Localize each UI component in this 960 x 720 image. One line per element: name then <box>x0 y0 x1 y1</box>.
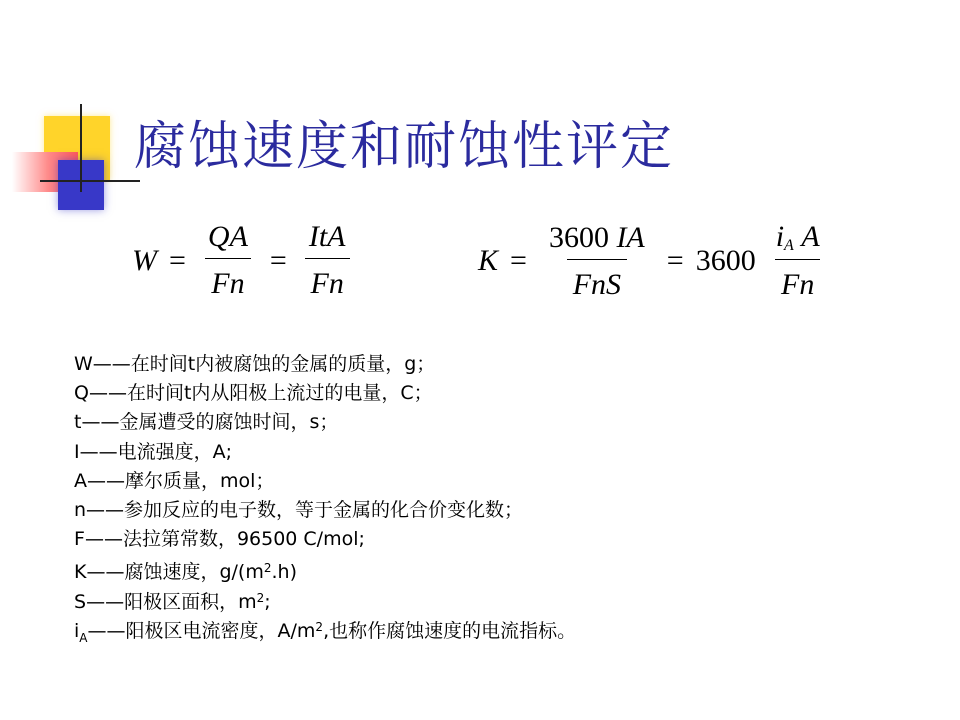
formula-k-eq1: = <box>510 244 527 277</box>
formula-w-frac1-numerator: QA <box>207 220 248 253</box>
symbol: Q <box>74 382 89 405</box>
formula-w-eq1: = <box>169 243 186 277</box>
symbol: W <box>74 353 93 375</box>
definition-text: 摩尔质量，mol； <box>125 469 275 492</box>
definition-text: 电流强度，A; <box>117 440 233 463</box>
formula-k-frac2-num-sub: A <box>784 237 794 254</box>
superscript: 2 <box>256 590 265 605</box>
symbol: i <box>74 619 80 642</box>
dash: —— <box>86 561 125 584</box>
definition-ia <box>74 613 577 645</box>
dash: —— <box>86 498 125 521</box>
subscript: A <box>79 630 88 645</box>
definition-a <box>74 467 576 496</box>
dash: —— <box>87 469 125 492</box>
formula-k-frac1-numerator <box>543 221 651 259</box>
formula-k-frac2-numerator <box>770 220 826 259</box>
formula-w-frac2-numerator: ItA <box>308 220 346 253</box>
symbol: F <box>74 528 85 551</box>
decor-vertical-line <box>80 104 82 192</box>
definition-f <box>74 525 576 554</box>
formula-k-frac1-num-const: 3600 <box>548 220 609 254</box>
definition-t <box>74 408 576 437</box>
definition-text: 腐蚀速度，g/(m <box>124 561 264 584</box>
dash: —— <box>79 440 118 463</box>
dash: —— <box>87 619 126 642</box>
dash: —— <box>92 353 131 375</box>
formula-w-frac1-denominator: Fn <box>205 258 250 301</box>
definition-n <box>74 496 576 525</box>
dash: —— <box>88 382 127 405</box>
definition-q <box>74 379 576 408</box>
definition-text: 在时间t内从阳极上流过的电量，C； <box>126 382 433 405</box>
symbol: n <box>74 498 87 521</box>
formula-w-frac2-denominator: Fn <box>305 258 350 301</box>
dash: —— <box>81 411 120 434</box>
superscript: 2 <box>315 619 324 634</box>
superscript: 2 <box>263 561 272 576</box>
symbol-definitions <box>74 350 577 645</box>
definition-text-end: ; <box>264 590 271 613</box>
formula-w-eq2: = <box>269 243 287 277</box>
formula-k-frac2-num-i: i <box>775 220 785 253</box>
formula-w-fraction-1 <box>202 220 254 301</box>
symbol: I <box>74 440 80 463</box>
formula-k-fraction-2 <box>770 220 826 302</box>
dash: —— <box>84 528 123 551</box>
page-title: 腐蚀速度和耐蚀性评定 <box>134 117 675 177</box>
formula-w-lhs: W <box>132 243 157 277</box>
definition-i <box>74 438 576 467</box>
formula-k-fraction-1 <box>543 221 651 302</box>
symbol: t <box>74 411 82 434</box>
formula-k-frac2-num-var: A <box>801 220 820 253</box>
definition-text-end: ,也称作腐蚀速度的电流指标。 <box>323 619 577 642</box>
formula-k-frac1-denominator: FnS <box>567 259 627 302</box>
symbol: A <box>74 469 87 492</box>
formula-k-frac1-num-var: IA <box>616 220 645 254</box>
formula-w-fraction-2 <box>303 220 352 301</box>
decor-horizontal-line <box>40 180 140 182</box>
formula-k-eq2: = <box>666 244 684 277</box>
definition-s <box>74 584 576 613</box>
symbol: S <box>74 590 87 613</box>
definition-text: 参加反应的电子数，等于金属的化合价变化数； <box>124 498 524 521</box>
definition-text: 金属遭受的腐蚀时间，s； <box>119 411 339 434</box>
dash: —— <box>86 590 125 613</box>
symbol: K <box>74 561 87 584</box>
formula-k <box>478 220 830 302</box>
definition-w <box>74 350 576 379</box>
formula-k-frac2-denominator: Fn <box>775 259 820 302</box>
definition-text: 法拉第常数，96500 C/mol; <box>122 528 365 551</box>
definition-text-end: .h) <box>271 561 297 584</box>
definition-k <box>74 554 576 583</box>
formula-w <box>132 220 356 301</box>
definition-text: 阳极区面积，m <box>124 590 257 613</box>
formula-k-lhs: K <box>478 244 499 277</box>
definition-text: 阳极区电流密度，A/m <box>125 619 316 642</box>
formula-k-coefficient: 3600 <box>695 244 756 277</box>
definition-text: 在时间t内被腐蚀的金属的质量，g； <box>130 353 436 375</box>
